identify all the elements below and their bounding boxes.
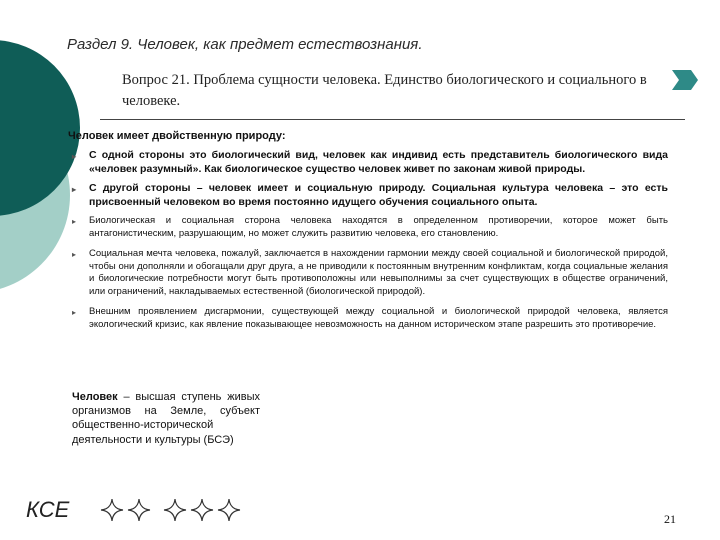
star-icon [163, 498, 187, 522]
bullet-text: Внешним проявлением дисгармонии, существующей между социальной и биологической природой человека, является экологический кризис, как явление показывающее невозможность на данном историческом этапе разрешить это противоречие. [89, 306, 668, 330]
bullet-item [72, 306, 668, 331]
bullet-text: С другой стороны – человек имеет и социальную природу. Социальная культура человека – это есть присвоенный человеком во время постоянно идущего обучения социального опыта. [89, 182, 668, 208]
divider [100, 119, 685, 120]
star-ornament [100, 498, 244, 524]
next-arrow-icon[interactable] [670, 70, 698, 90]
bullet-marker-icon: ▸ [72, 185, 77, 194]
bullet-text: С одной стороны это биологический вид, человек как индивид есть представитель биологического вида «человек разумный». Как биологическое существо человек живет по законам живой природы. [89, 149, 668, 175]
star-icon [217, 498, 241, 522]
star-icon [190, 498, 214, 522]
bullet-marker-icon: ▸ [72, 152, 77, 161]
definition-term: Человек [72, 391, 118, 403]
question-title: Вопрос 21. Проблема сущности человека. Единство биологического и социального в человеке. [122, 72, 647, 109]
star-icon [100, 498, 124, 522]
definition-text: – высшая ступень живых организмов на Земле, субъект общественно-исторической деятельности и культуры (БСЭ) [72, 391, 260, 446]
bullet-item [72, 215, 668, 240]
bullet-item [72, 149, 668, 176]
bullet-marker-icon: ▸ [72, 250, 77, 259]
bullet-list [72, 149, 668, 339]
bullet-marker-icon: ▸ [72, 217, 77, 226]
bullet-text: Социальная мечта человека, пожалуй, заключается в нахождении гармонии между своей социальной и биологической природой, чтобы они дополняли и обогащали друг друга, а не приводили к постоянным внутренним конфликтам, когда социальные желания и биологические потребности могут быть противоположны или невыполнимы за счет существующих в обществе ограничений, или ограничений, накладываемых естественной (биологической природой). [89, 248, 668, 297]
definition-note [72, 390, 260, 447]
course-logo: КСЕ [26, 497, 70, 522]
bullet-item [72, 182, 668, 209]
section-title: Раздел 9. Человек, как предмет естествознания. [67, 36, 423, 53]
bullet-marker-icon: ▸ [72, 308, 77, 317]
bullet-text: Биологическая и социальная сторона человека находятся в определенном противоречии, которое может быть антагонистическим, разрушающим, но может служить развитию человека, его становлению. [89, 215, 668, 239]
intro-heading: Человек имеет двойственную природу: [68, 130, 286, 142]
star-icon [127, 498, 151, 522]
page-number: 21 [664, 512, 676, 526]
bullet-item [72, 248, 668, 298]
